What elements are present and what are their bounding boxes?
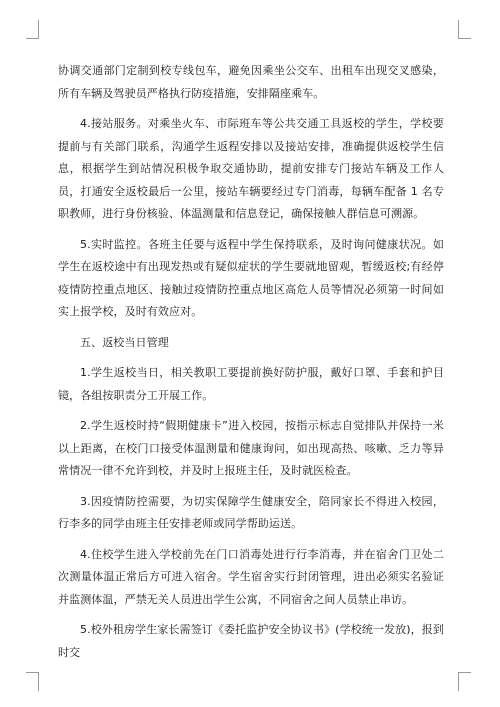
crop-mark-top-right [458, 20, 471, 39]
paragraph-continued: 协调交通部门定制到校专线包车，避免因乘坐公交车、出租车出现交叉感染，所有车辆及驾驶员严格执行防疫措施，安排隔座乘车。 [58, 64, 444, 100]
paragraph-item-2: 2.学生返校时持“假期健康卡”进入校园，按指示标志自觉排队并保持一米以上距离，在校门口接受体温测量和健康询问，如出现高热、咳嗽、乏力等异常情况一律不允许到校，并及时上报班主任，及时就医检查。 [58, 419, 444, 477]
crop-mark-top-left [26, 20, 39, 39]
document-body [58, 60, 444, 664]
paragraph-item-5: 5.校外租房学生家长需签订《委托监护安全协议书》(学校统一发放)，报到时交 [58, 623, 444, 659]
crop-mark-bottom-right [458, 672, 471, 691]
paragraph-pickup-service: 4.接站服务。对乘坐火车、市际班车等公共交通工具返校的学生，学校要提前与有关部门联系，沟通学生返程安排以及接站安排，准确提供返校学生信息，根据学生到站情况积极争取交通协助，提前安排专门接站车辆及工作人员，打通安全返校最后一公里，接站车辆要经过专门消毒，每辆车配备 1 名专职教师，进行身份核验、体温测量和信息登记，确保接触人群信息可溯源。 [58, 117, 444, 220]
paragraph-item-3: 3.因疫情防控需要，为切实保障学生健康安全，陪同家长不得进入校园，行李多的同学由班主任安排老师或同学帮助运送。 [58, 494, 444, 530]
paragraph-item-1: 1.学生返校当日，相关教职工要提前换好防护服，戴好口罩、手套和护目镜，各组按职责分工开展工作。 [58, 366, 444, 402]
crop-mark-bottom-left [26, 672, 39, 691]
section-heading-return-day: 五、返校当日管理 [80, 335, 169, 349]
paragraph-realtime-monitoring: 5.实时监控。各班主任要与返程中学生保持联系，及时询问健康状况。如学生在返校途中有出现发热或有疑似症状的学生要就地留观，暂缓返校;有经停疫情防控重点地区、接触过疫情防控重点地区高危人员等情况必须第一时间如实上报学校，及时有效应对。 [58, 237, 445, 318]
paragraph-item-4: 4.住校学生进入学校前先在门口消毒处进行行李消毒，并在宿舍门卫处二次测量体温正常后方可进入宿舍。学生宿舍实行封闭管理，进出必须实名验证并监测体温，严禁无关人员进出学生公寓，不同宿舍之间人员禁止串访。 [58, 547, 444, 606]
